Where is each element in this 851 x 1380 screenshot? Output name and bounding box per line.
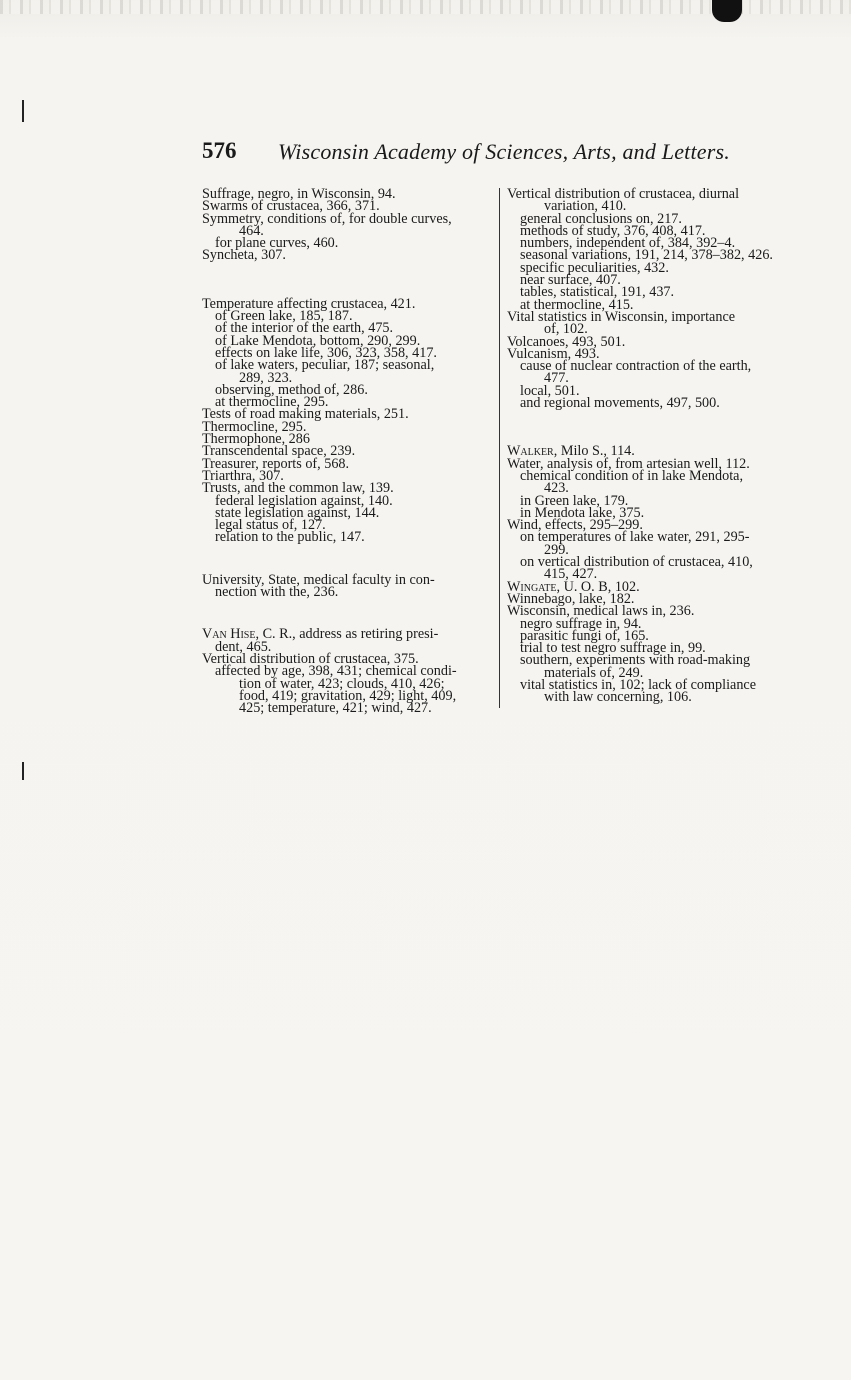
index-entry: Vertical distribution of crustacea, diurnal [507, 186, 740, 202]
index-entry: Vertical distribution of crustacea, 375. [202, 650, 419, 667]
index-subentry: southern, experiments with road-making [520, 652, 751, 669]
index-subentry: nection with the, 236. [215, 584, 339, 601]
index-subentry: 464. [239, 222, 264, 239]
index-subentry: at thermocline, 415. [520, 296, 634, 313]
index-entry: Wisconsin, medical laws in, 236. [507, 603, 695, 620]
index-entry: Vulcanism, 493. [507, 345, 600, 362]
index-gap [507, 409, 797, 445]
index-column-left [202, 186, 494, 717]
index-subentry: parasitic fungi of, 165. [520, 627, 649, 644]
index-subentry: trial to test negro suffrage in, 99. [520, 640, 706, 657]
index-entry: Syncheta, 307. [202, 247, 286, 264]
index-subentry: general conclusions on, 217. [520, 210, 682, 227]
index-gap [202, 262, 494, 298]
index-subentry: 289, 323. [239, 369, 293, 386]
index-entry: Suffrage, negro, in Wisconsin, 94. [202, 186, 396, 202]
index-subentry: with law concerning, 106. [544, 689, 692, 706]
index-entry: University, State, medical faculty in con- [202, 571, 435, 588]
index-subentry: of Lake Mendota, bottom, 290, 299. [215, 332, 421, 349]
index-subentry: effects on lake life, 306, 323, 358, 417. [215, 344, 437, 361]
index-subentry: food, 419; gravitation, 429; light, 409, [239, 687, 457, 704]
index-subentry: at thermocline, 295. [215, 394, 329, 411]
index-subentry: 415, 427. [544, 566, 598, 583]
index-gap [202, 544, 494, 574]
index-entry: Thermophone, 286 [202, 431, 310, 448]
index-subentry: seasonal variations, 191, 214, 378–382, 426. [520, 247, 773, 264]
index-subentry: of lake waters, peculiar, 187; seasonal, [215, 357, 435, 374]
index-subentry: negro suffrage in, 94. [520, 615, 642, 632]
index-subentry: and regional movements, 497, 500. [520, 395, 720, 412]
page-header [202, 138, 742, 168]
index-entry: Triarthra, 307. [202, 467, 284, 484]
index-entry: Vital statistics in Wisconsin, importance [507, 308, 736, 325]
index-subentry: of, 102. [544, 321, 588, 338]
index-subentry: federal legislation against, 140. [215, 492, 393, 509]
index-entry: Symmetry, conditions of, for double curves, [202, 210, 452, 227]
index-subentry: relation to the public, 147. [215, 529, 365, 546]
index-entry: Van Hise, C. R., address as retiring presi- [202, 626, 439, 643]
index-subentry: near surface, 407. [520, 272, 621, 289]
index-subentry: in Mendota lake, 375. [520, 504, 645, 521]
index-subentry: variation, 410. [544, 198, 627, 215]
index-subentry: legal status of, 127. [215, 517, 326, 534]
page-number: 576 [202, 138, 237, 163]
index-subentry: on temperatures of lake water, 291, 295- [520, 529, 750, 546]
index-entry: Thermocline, 295. [202, 418, 307, 435]
index-entry: Walker, Milo S., 114. [507, 443, 635, 460]
index-subentry: of the interior of the earth, 475. [215, 320, 394, 337]
index-subentry: vital statistics in, 102; lack of compliance [520, 676, 757, 693]
index-subentry: affected by age, 398, 431; chemical condi- [215, 663, 457, 680]
index-subentry: on vertical distribution of crustacea, 410, [520, 554, 753, 571]
index-subentry: cause of nuclear contraction of the earth, [520, 358, 752, 375]
index-subentry: tion of water, 423; clouds, 410, 426; [239, 675, 445, 692]
index-subentry: local, 501. [520, 382, 580, 399]
index-entry: Volcanoes, 493, 501. [507, 333, 626, 350]
index-subentry: specific peculiarities, 432. [520, 259, 669, 276]
index-subentry: chemical condition of in lake Mendota, [520, 467, 743, 484]
index-entry: Wind, effects, 295–299. [507, 517, 643, 534]
index-entry: Wingate, U. O. B, 102. [507, 578, 640, 595]
index-subentry: of Green lake, 185, 187. [215, 308, 353, 325]
index-entry: Water, analysis of, from artesian well, 112. [507, 455, 750, 472]
index-subentry: 299. [544, 541, 569, 558]
index-entry: Tests of road making materials, 251. [202, 406, 409, 423]
index-entry: Treasurer, reports of, 568. [202, 455, 350, 472]
index-entry: Temperature affecting crustacea, 421. [202, 295, 416, 312]
index-subentry: numbers, independent of, 384, 392–4. [520, 235, 736, 252]
index-subentry: dent, 465. [215, 638, 272, 655]
index-gap [202, 598, 494, 628]
index-subentry: observing, method of, 286. [215, 381, 368, 398]
index-entry: Swarms of crustacea, 366, 371. [202, 198, 380, 215]
index-subentry: methods of study, 376, 408, 417. [520, 222, 706, 239]
index-subentry: materials of, 249. [544, 664, 644, 681]
margin-mark [22, 762, 24, 780]
ink-blot [712, 0, 742, 22]
index-subentry: tables, statistical, 191, 437. [520, 284, 675, 301]
index-column-right [507, 188, 797, 704]
running-title: Wisconsin Academy of Sciences, Arts, and Letters. [278, 139, 730, 164]
column-divider [499, 188, 500, 708]
index-entry: Transcendental space, 239. [202, 443, 356, 460]
index-entry: Winnebago, lake, 182. [507, 590, 635, 607]
index-subentry: state legislation against, 144. [215, 504, 380, 521]
index-subentry: for plane curves, 460. [215, 235, 339, 252]
index-subentry: 423. [544, 480, 569, 497]
margin-mark [22, 100, 24, 122]
index-subentry: 477. [544, 370, 569, 387]
index-entry: Trusts, and the common law, 139. [202, 480, 394, 497]
index-subentry: in Green lake, 179. [520, 492, 629, 509]
index-subentry: 425; temperature, 421; wind, 427. [239, 700, 432, 717]
